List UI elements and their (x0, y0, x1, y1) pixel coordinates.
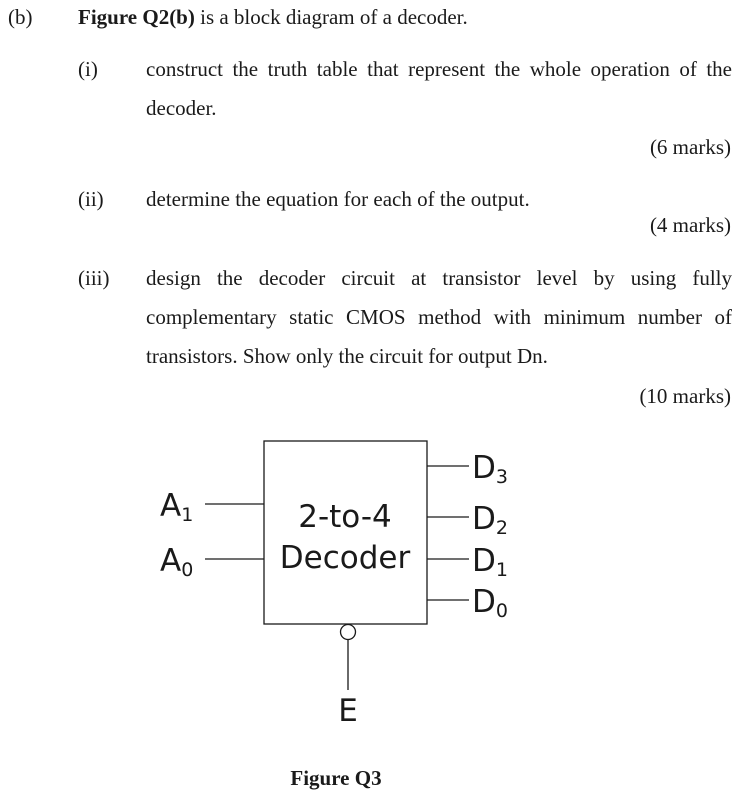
input-a1-subscript: 1 (181, 504, 194, 526)
item-label-iii: (iii) (78, 266, 110, 290)
output-d0-letter: D (472, 584, 496, 620)
item-i-line-2: decoder. (146, 96, 217, 120)
item-i-marks: (6 marks) (649, 135, 731, 159)
item-iii-line-1: design the decoder circuit at transistor level by using fully (146, 266, 732, 290)
output-d1-letter: D (472, 543, 496, 579)
output-d2-subscript: 2 (495, 517, 508, 539)
item-ii-line-1: determine the equation for each of the output. (146, 187, 530, 211)
output-d1-subscript: 1 (495, 559, 508, 581)
output-d2-letter: D (472, 501, 496, 537)
output-label-d1 (472, 543, 508, 581)
input-label-a1 (160, 488, 193, 526)
output-d0-subscript: 0 (495, 600, 508, 622)
output-d3-letter: D (472, 450, 496, 486)
part-label: (b) (8, 5, 33, 29)
input-a1-letter: A (160, 488, 182, 524)
output-d3-subscript: 3 (495, 466, 508, 488)
figure-reference: Figure Q2(b) (78, 5, 195, 29)
figure-caption: Figure Q3 (290, 766, 382, 790)
output-label-d3 (472, 450, 508, 488)
block-label-line-2: Decoder (279, 540, 411, 576)
input-a0-letter: A (160, 543, 182, 579)
item-i-line-1: construct the truth table that represent the whole operation of the (146, 57, 732, 81)
item-iii-line-2: complementary static CMOS method with minimum number of (146, 305, 732, 329)
item-label-i: (i) (78, 57, 98, 81)
block-label-line-1: 2-to-4 (298, 499, 392, 535)
intro-text: is a block diagram of a decoder. (194, 5, 468, 29)
enable-label: E (338, 693, 358, 729)
item-iii-line-3: transistors. Show only the circuit for output Dn. (146, 344, 548, 368)
enable-inversion-bubble (341, 625, 356, 640)
item-ii-marks: (4 marks) (649, 213, 731, 237)
input-a0-subscript: 0 (181, 559, 194, 581)
item-iii-marks: (10 marks) (639, 384, 731, 408)
output-label-d0 (472, 584, 508, 622)
input-label-a0 (160, 543, 193, 581)
item-label-ii: (ii) (78, 187, 104, 211)
output-label-d2 (472, 501, 508, 539)
